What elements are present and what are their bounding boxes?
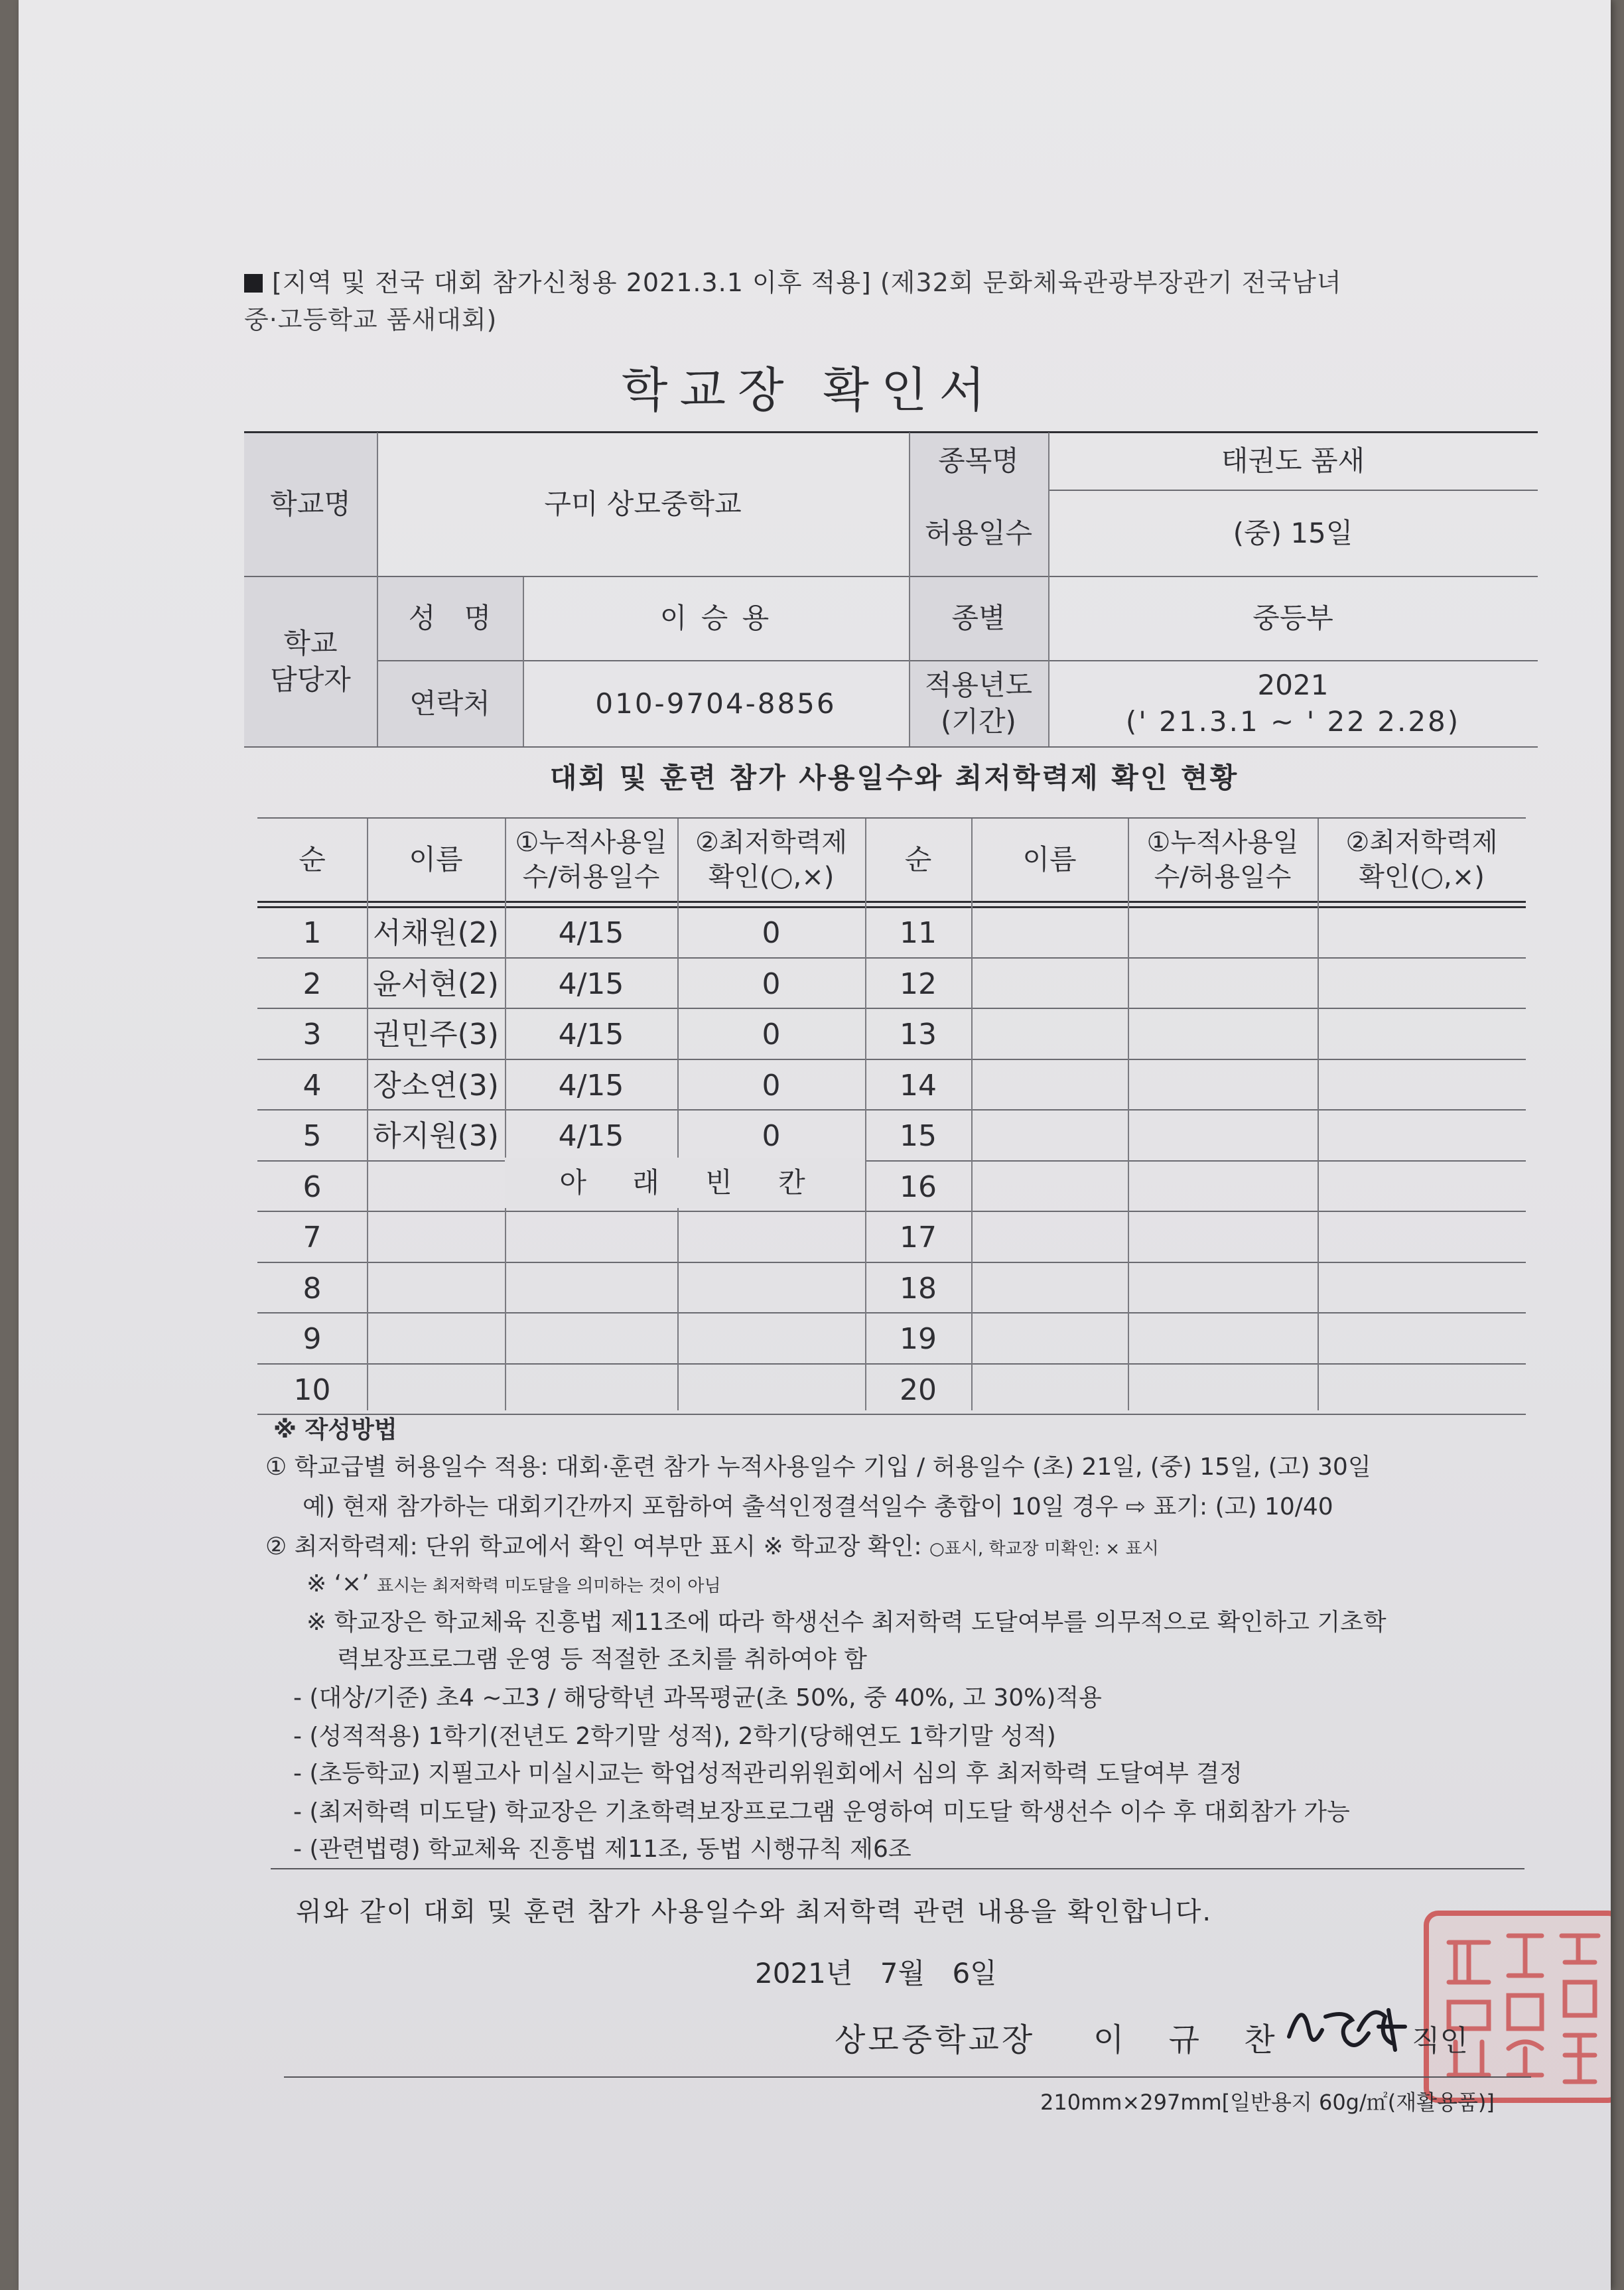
detail-2: - (성적적용) 1학기(전년도 2학기말 성적), 2학기(당해연도 1학기말 성적) [293, 1723, 1056, 1750]
header-event-line2: 중·고등학교 품새대회) [244, 305, 498, 334]
cell-no: 5 [303, 1118, 322, 1153]
cell-no-right: 17 [900, 1220, 937, 1254]
cell-no: 3 [303, 1017, 322, 1051]
cell-name [367, 1263, 505, 1314]
notes-heading: ※ 작성방법 [273, 1416, 397, 1444]
cell-check: 0 [762, 967, 781, 1001]
cell-no: 4 [303, 1068, 322, 1103]
manager-label [244, 577, 377, 746]
cell-days: 4/15 [558, 1017, 624, 1051]
event-label: 종목명 [938, 444, 1019, 477]
cell-no-right: 15 [900, 1118, 937, 1153]
school-principal-title: 상모중학교장 [835, 2021, 1036, 2058]
header-no-right: 순 [904, 842, 932, 876]
cell-name: 서채원(2) [373, 915, 499, 950]
header-check-line1: ②최저학력제 [695, 827, 848, 858]
year-label-line2: (기간) [941, 705, 1016, 738]
form-header [244, 264, 1538, 338]
note-2b: ○표시, 학교장 미확인: × 표시 [929, 1539, 1159, 1559]
year-period: (' 21.3.1 ~ ' 22 2.28) [1125, 705, 1461, 738]
manager-label-line2: 담당자 [270, 663, 351, 696]
signature-icon [1279, 1990, 1432, 2070]
cell-no-right: 16 [900, 1170, 937, 1204]
cell-name: 윤서현(2) [373, 967, 499, 1001]
note-4a: ※ 학교장은 학교체육 진흥법 제11조에 따라 학생선수 최저학력 도달여부를 의무적으로 확인하고 기초학 [306, 1609, 1387, 1636]
header-check-line2: 확인(○,×) [708, 862, 835, 892]
cell-check: 0 [762, 1118, 781, 1153]
status-subtitle: 대회 및 훈련 참가 사용일수와 최저학력제 확인 현황 [549, 762, 1239, 794]
header-days-line2: 수/허용일수 [522, 862, 660, 892]
cell-check [677, 1365, 865, 1416]
header-bold: [지역 및 전국 대회 참가신청용 2021.3.1 이후 적용] [272, 268, 872, 297]
header-check-right [1318, 819, 1526, 901]
detail-3: - (초등학교) 지필고사 미실시교는 학업성적관리위원회에서 심의 후 최저학력 도달여부 결정 [293, 1760, 1243, 1787]
header-name-right: 이름 [1022, 842, 1077, 876]
cell-check [677, 1263, 865, 1314]
note-3 [306, 1567, 721, 1603]
manager-name: 이 승 용 [659, 602, 772, 635]
detail-1: - (대상/기준) 초4 ~고3 / 해당학년 과목평균(초 50%, 중 40%, 고 30%)적용 [293, 1684, 1102, 1712]
school-name: 구미 상모중학교 [544, 487, 742, 520]
cell-no-right: 14 [900, 1068, 937, 1103]
cell-name: 장소연(3) [373, 1068, 499, 1103]
note-1a: ① 학교급별 허용일수 적용: 대회·훈련 참가 누적사용일수 기입 / 허용일수 (초) 21일, (중) 15일, (고) 30일 [265, 1453, 1371, 1481]
allowed-days-label: 허용일수 [924, 516, 1033, 549]
year-value: 2021 [1257, 669, 1329, 702]
header-days-right-line2: 수/허용일수 [1154, 862, 1292, 892]
note-4b: 력보장프로그램 운영 등 적절한 조치를 취하여야 함 [337, 1646, 867, 1673]
cell-days [505, 1365, 677, 1416]
cell-no: 8 [303, 1271, 322, 1306]
seal-pattern-icon [1429, 1916, 1611, 2098]
cell-name [367, 1365, 505, 1416]
note-3-text: 표시는 최저학력 미도달을 의미하는 것이 아님 [377, 1576, 721, 1596]
detail-4: - (최저학력 미도달) 학교장은 기초학력보장프로그램 운영하여 미도달 학생선수 이수 후 대회참가 가능 [293, 1798, 1350, 1826]
cell-no-right: 13 [900, 1017, 937, 1051]
cell-no: 9 [303, 1321, 322, 1356]
cell-no: 6 [303, 1170, 322, 1204]
header-event: (제32회 문화체육관광부장관기 전국남녀 [880, 268, 1342, 297]
cell-name: 하지원(3) [373, 1118, 499, 1153]
cell-days: 4/15 [558, 1068, 624, 1103]
manager-label-line1: 학교 [283, 626, 338, 659]
cell-days: 4/15 [558, 915, 624, 950]
detail-5: - (관련법령) 학교체육 진흥법 제11조, 동법 시행규칙 제6조 [293, 1836, 912, 1863]
cell-days: 4/15 [558, 1118, 624, 1153]
header-check [677, 819, 865, 901]
cell-no-right: 19 [900, 1321, 937, 1356]
document-page [19, 0, 1611, 2290]
note-1b: 예) 현재 참가하는 대회기간까지 포함하여 출석인정결석일수 총합이 10일 경우 ⇨ 표기: (고) 10/40 [303, 1493, 1333, 1520]
confirmation-date: 2021년 7월 6일 [755, 1957, 997, 1989]
contact-number: 010-9704-8856 [595, 687, 837, 720]
cell-check: 0 [762, 915, 781, 950]
cell-name [367, 1212, 505, 1263]
header-days [505, 819, 677, 901]
seal-label: 직인 [1412, 2024, 1469, 2058]
cell-days [505, 1263, 677, 1314]
cell-no-right: 11 [900, 915, 937, 950]
header-no: 순 [299, 842, 326, 876]
event-name: 태권도 품새 [1221, 444, 1365, 477]
note-2a: ② 최저학력제: 단위 학교에서 확인 여부만 표시 ※ 학교장 확인: [265, 1533, 922, 1560]
cell-no: 2 [303, 967, 322, 1001]
official-seal [1424, 1911, 1611, 2103]
cell-no-right: 12 [900, 967, 937, 1001]
blank-notice: 아 래 빈 칸 [505, 1158, 865, 1208]
cell-check [677, 1313, 865, 1365]
cell-no: 1 [303, 915, 322, 950]
cell-days: 4/15 [558, 967, 624, 1001]
allowed-days: (중) 15일 [1233, 516, 1353, 549]
contact-label: 연락처 [409, 687, 490, 720]
note-3-mark: ※ ‘×’ [306, 1570, 370, 1597]
header-days-right-line1: ①누적사용일 [1146, 827, 1299, 858]
cell-check [677, 1212, 865, 1263]
school-name-label: 학교명 [270, 487, 351, 520]
header-days-right [1128, 819, 1318, 901]
cell-days [505, 1313, 677, 1365]
principal-name: 이 규 찬 [1093, 2021, 1292, 2058]
header-name: 이름 [409, 842, 463, 876]
division-label: 종별 [951, 602, 1006, 635]
cell-name: 권민주(3) [373, 1017, 499, 1051]
square-bullet-icon [244, 274, 263, 293]
header-check-right-line1: ②최저학력제 [1345, 827, 1498, 858]
cell-no-right: 18 [900, 1271, 937, 1306]
header-days-line1: ①누적사용일 [515, 827, 667, 858]
note-2 [265, 1530, 1159, 1566]
cell-no: 7 [303, 1220, 322, 1254]
header-check-right-line2: 확인(○,×) [1359, 862, 1485, 892]
cell-check: 0 [762, 1017, 781, 1051]
year-label [909, 661, 1048, 746]
year-label-line1: 적용년도 [924, 669, 1033, 702]
application-year [1048, 661, 1538, 746]
cell-check: 0 [762, 1068, 781, 1103]
confirmation-text: 위와 같이 대회 및 훈련 참가 사용일수와 최저학력 관련 내용을 확인합니다. [296, 1897, 1213, 1927]
name-label: 성 명 [408, 602, 492, 635]
cell-name [367, 1313, 505, 1365]
cell-name [367, 1162, 505, 1213]
cell-no: 10 [293, 1373, 331, 1407]
document-title: 학교장 확인서 [621, 362, 998, 418]
division: 중등부 [1252, 602, 1333, 635]
cell-days [505, 1212, 677, 1263]
paper-spec: 210mm×297mm[일반용지 60g/㎡(재활용품)] [1040, 2090, 1495, 2115]
cell-no-right: 20 [900, 1373, 937, 1407]
